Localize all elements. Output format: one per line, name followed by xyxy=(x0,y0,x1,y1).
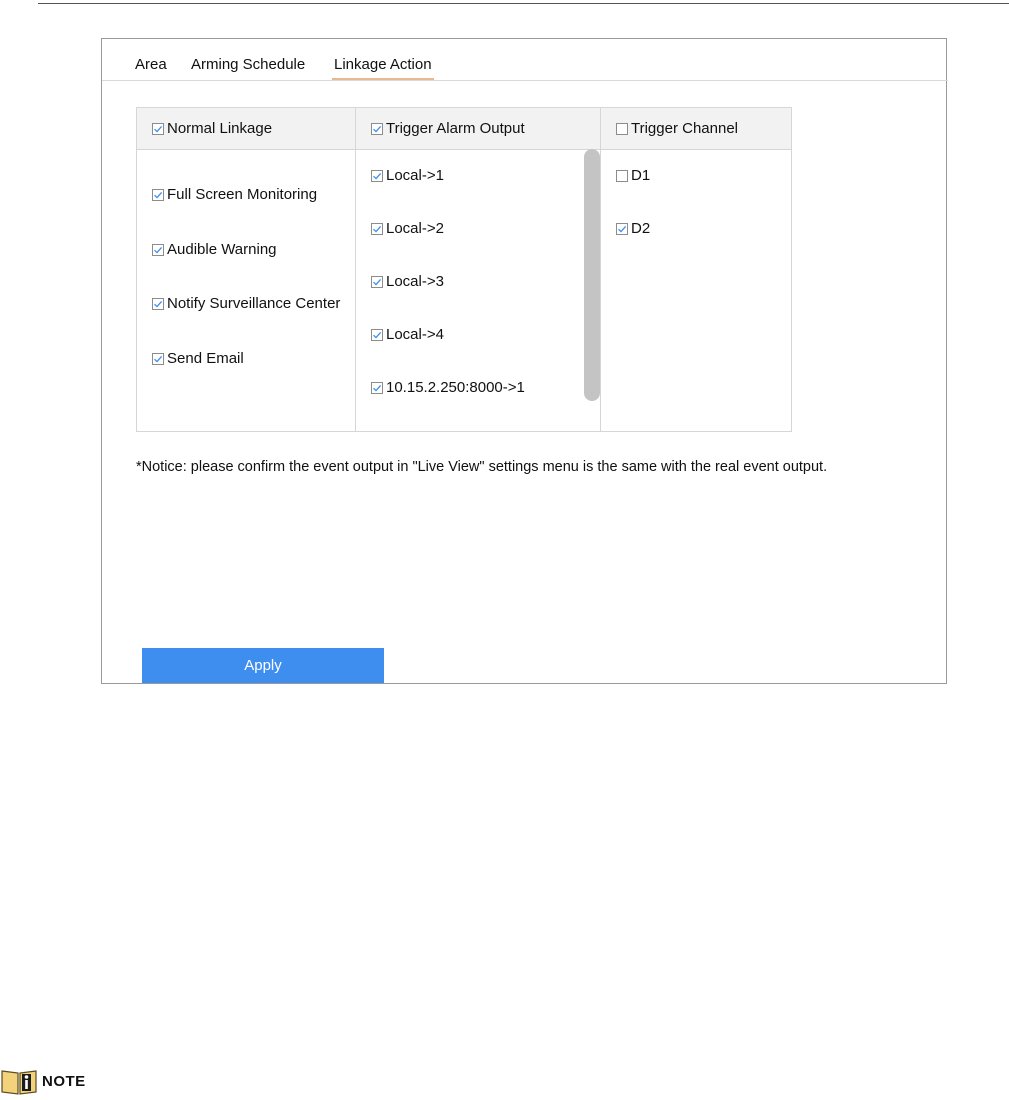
trigger-alarm-output-header-checkbox[interactable] xyxy=(371,120,525,138)
option-label: Full Screen Monitoring xyxy=(167,186,318,203)
checkmark-icon xyxy=(152,353,164,365)
checkmark-icon xyxy=(152,244,164,256)
notify-surveillance-center-checkbox[interactable] xyxy=(152,295,340,313)
checkbox-icon xyxy=(616,123,628,135)
send-email-checkbox[interactable] xyxy=(152,350,244,368)
note-label: NOTE xyxy=(42,1072,86,1090)
column-header-normal-linkage: Normal Linkage xyxy=(167,120,273,137)
top-rule xyxy=(38,3,1009,4)
checkmark-icon xyxy=(152,123,164,135)
option-label: D1 xyxy=(631,167,651,184)
trigger-channel-d2-checkbox[interactable] xyxy=(616,220,650,238)
option-label: D2 xyxy=(631,220,651,237)
linkage-settings-panel xyxy=(101,38,947,684)
alarm-output-local-3-checkbox[interactable] xyxy=(371,273,444,291)
alarm-output-local-4-checkbox[interactable] xyxy=(371,326,444,344)
tab-area[interactable]: Area xyxy=(135,56,167,73)
column-header-trigger-channel: Trigger Channel xyxy=(631,120,738,137)
checkmark-icon xyxy=(616,223,628,235)
tab-divider xyxy=(102,80,948,81)
trigger-channel-d1-checkbox[interactable] xyxy=(616,167,650,185)
checkmark-icon xyxy=(371,276,383,288)
checkmark-icon xyxy=(371,329,383,341)
option-label: Local->2 xyxy=(386,220,444,237)
alarm-output-local-1-checkbox[interactable] xyxy=(371,167,444,185)
normal-linkage-header-checkbox[interactable] xyxy=(152,120,272,138)
apply-button[interactable]: Apply xyxy=(142,648,384,683)
option-label: Local->4 xyxy=(386,326,444,343)
full-screen-monitoring-checkbox[interactable] xyxy=(152,186,317,204)
alarm-output-scrollbar[interactable] xyxy=(584,149,600,401)
tab-arming-schedule[interactable]: Arming Schedule xyxy=(191,56,306,73)
alarm-output-local-2-checkbox[interactable] xyxy=(371,220,444,238)
checkmark-icon xyxy=(152,189,164,201)
checkbox-icon xyxy=(616,170,628,182)
option-label: Audible Warning xyxy=(167,241,277,258)
column-divider xyxy=(355,108,356,431)
tab-linkage-action[interactable]: Linkage Action xyxy=(334,56,432,73)
checkmark-icon xyxy=(152,298,164,310)
tab-bar xyxy=(102,39,948,81)
option-label: Local->1 xyxy=(386,167,444,184)
audible-warning-checkbox[interactable] xyxy=(152,241,277,259)
checkmark-icon xyxy=(371,170,383,182)
option-label: Notify Surveillance Center xyxy=(167,295,341,312)
checkmark-icon xyxy=(371,123,383,135)
notice-text: *Notice: please confirm the event output in "Live View" settings menu is the same with the real event output. xyxy=(136,459,828,475)
option-label: Local->3 xyxy=(386,273,444,290)
column-divider xyxy=(600,108,601,431)
checkmark-icon xyxy=(371,382,383,394)
linkage-table xyxy=(136,107,792,432)
option-label: 10.15.2.250:8000->1 xyxy=(386,379,525,396)
alarm-output-ip-1-checkbox[interactable] xyxy=(371,379,525,397)
column-header-trigger-alarm-output: Trigger Alarm Output xyxy=(386,120,525,137)
checkmark-icon xyxy=(371,223,383,235)
trigger-channel-header-checkbox[interactable] xyxy=(616,120,738,138)
note-callout xyxy=(0,1067,86,1095)
info-book-icon xyxy=(0,1067,38,1095)
option-label: Send Email xyxy=(167,350,244,367)
